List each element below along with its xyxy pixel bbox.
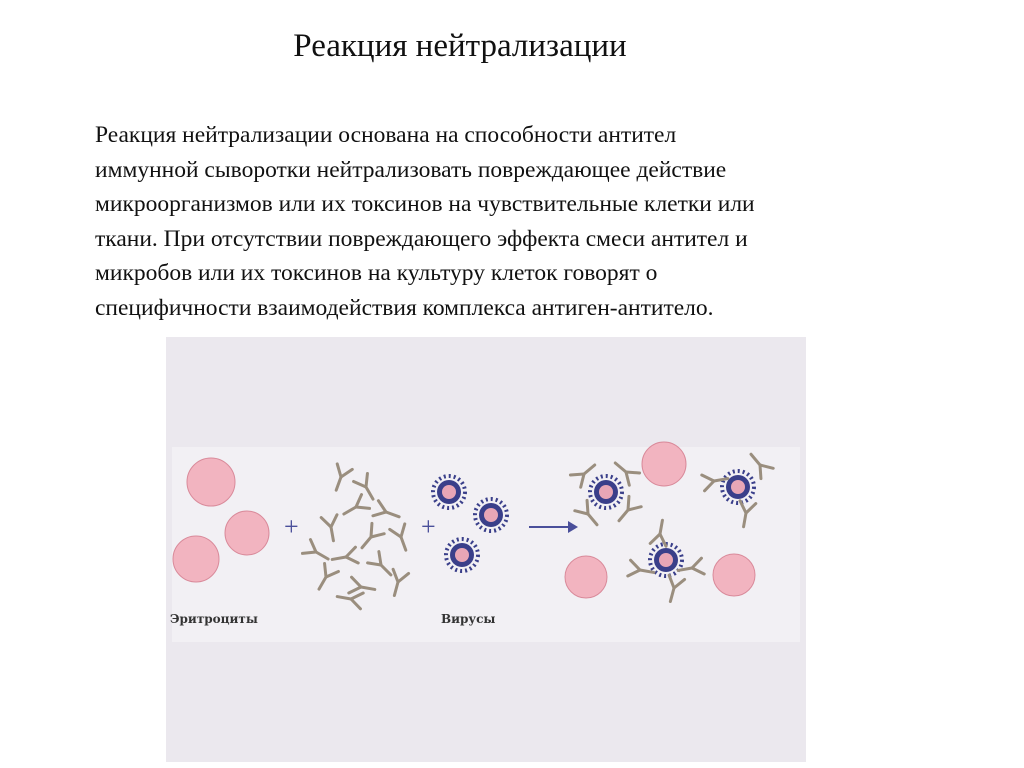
slide-title: Реакция нейтрализации (293, 28, 627, 64)
description-paragraph (95, 118, 915, 325)
erythrocyte (225, 511, 269, 555)
erythrocyte (642, 442, 686, 486)
neutralization-diagram (166, 337, 806, 762)
plus-sign: + (421, 512, 436, 541)
erythrocyte (713, 554, 755, 596)
paragraph-line: специфичности взаимодействия комплекса антиген-антитело. (95, 294, 714, 321)
paragraph-line: ткани. При отсутствии повреждающего эффекта смеси антител и (95, 225, 748, 252)
paragraph-line: Реакция нейтрализации основана на способности антител (95, 122, 677, 148)
erythrocyte (187, 458, 235, 506)
erythrocyte (173, 536, 219, 582)
label-erythrocytes: Эритроциты (170, 612, 258, 626)
plus-sign: + (284, 512, 299, 541)
paragraph-line: микроорганизмов или их токсинов на чувствительные клетки или (95, 191, 755, 217)
paragraph-line: микробов или их токсинов на культуру клеток говорят о (95, 260, 658, 286)
paragraph-line: иммунной сыворотки нейтрализовать повреждающее действие (95, 156, 727, 183)
erythrocyte (565, 556, 607, 598)
diagram-canvas (166, 337, 806, 762)
label-viruses: Вирусы (441, 612, 496, 626)
